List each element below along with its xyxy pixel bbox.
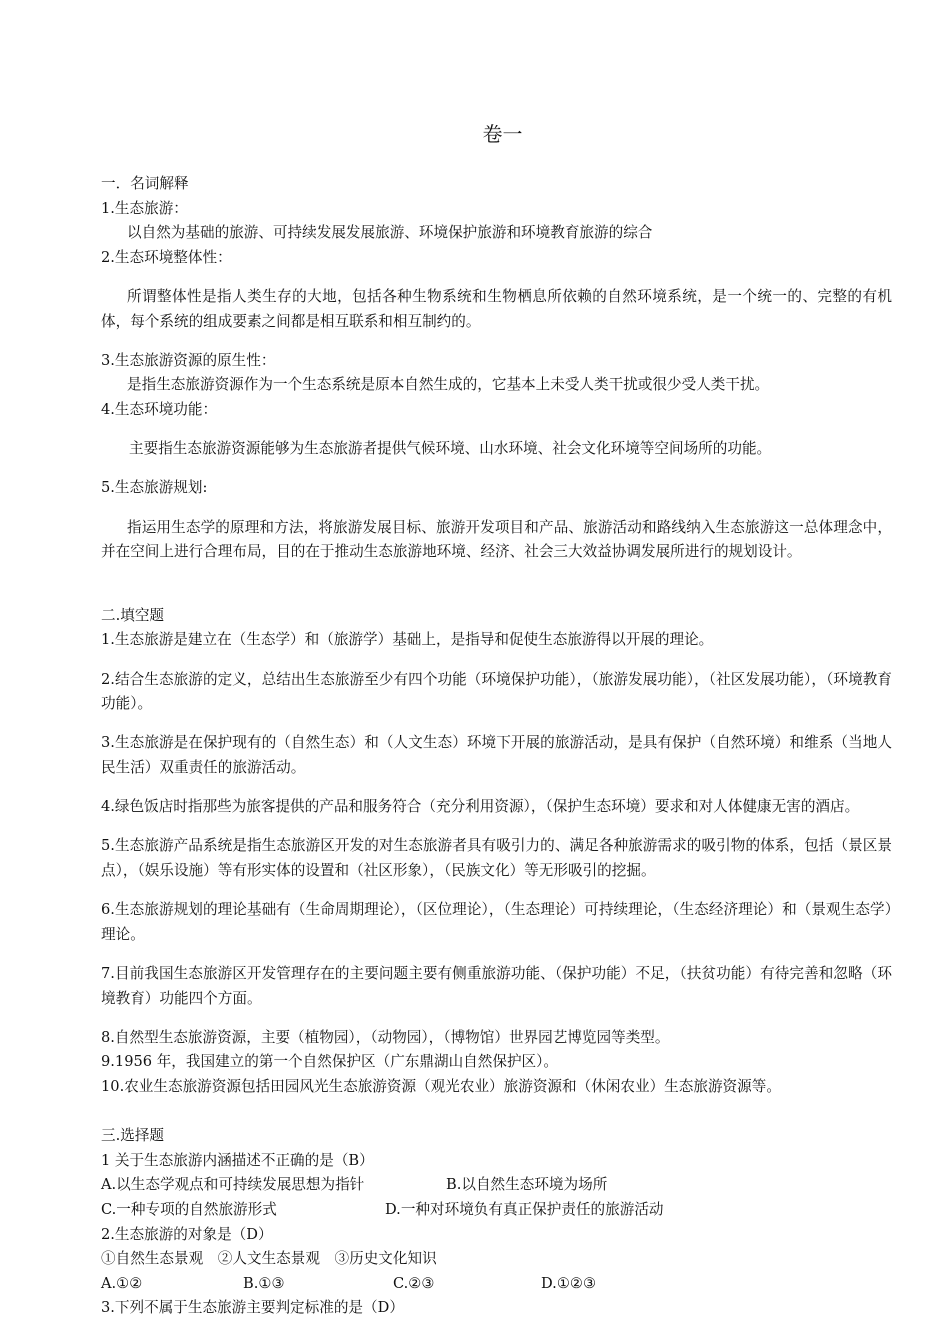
fill-question-5: 5.生态旅游产品系统是指生态旅游区开发的对生态旅游者具有吸引力的、满足各种旅游需求的吸引物的体系，包括（景区景点），（娱乐设施）等有形实体的设置和（社区形象），（民族文化）等无形吸引的挖掘。 (101, 837, 892, 879)
choice-1-option-d: D.一种对环境负有真正保护责任的旅游活动 (385, 1200, 664, 1218)
choice-2-option-c: C.②③ (393, 1274, 435, 1292)
section-heading-choice: 三.选择题 (101, 1127, 165, 1145)
fill-question-3: 3.生态旅游是在保护现有的（自然生态）和（人文生态）环境下开展的旅游活动，是具有保护（自然环境）和维系（当地人民生活）双重责任的旅游活动。 (101, 734, 892, 777)
fill-question-7: 7.目前我国生态旅游区开发管理存在的主要问题主要有侧重旅游功能、（保护功能）不足，（扶贫功能）有待完善和忽略（环境教育）功能四个方面。 (101, 964, 892, 1007)
definition-1: 以自然为基础的旅游、可持续发展发展旅游、环境保护旅游和环境教育旅游的综合 (127, 224, 653, 242)
choice-2-options-row (101, 1272, 892, 1297)
section-gap (101, 579, 892, 604)
fill-question-10: 10.农业生态旅游资源包括田园风光生态旅游资源（观光农业）旅游资源和（休闲农业）生态旅游资源等。 (101, 1077, 781, 1095)
definition-2: 所谓整体性是指人类生存的大地，包括各种生物系统和生物栖息所依赖的自然环境系统，是一个统一的、完整的有机体，每个系统的组成要素之间都是相互联系和相互制约的。 (101, 287, 892, 330)
choice-2-items: ①自然生态景观 ②人文生态景观 ③历史文化知识 (101, 1250, 437, 1268)
fill-question-9: 9.1956 年，我国建立的第一个自然保护区（广东鼎湖山自然保护区）。 (101, 1053, 559, 1071)
term-4: 4.生态环境功能： (101, 400, 218, 418)
choice-1-option-a: A.以生态学观点和可持续发展思想为指针 (101, 1176, 365, 1194)
term-3: 3.生态旅游资源的原生性： (101, 351, 276, 369)
choice-1-option-c: C.一种专项的自然旅游形式 (101, 1200, 277, 1218)
term-2: 2.生态环境整体性： (101, 248, 232, 266)
definition-4: 主要指生态旅游资源能够为生态旅游者提供气候环境、山水环境、社会文化环境等空间场所的功能。 (129, 440, 772, 458)
choice-1-option-b: B.以自然生态环境为场所 (446, 1176, 608, 1194)
fill-question-1: 1.生态旅游是建立在（生态学）和（旅游学）基础上，是指导和促使生态旅游得以开展的理论。 (101, 631, 714, 649)
choice-2-option-d: D.①②③ (541, 1274, 597, 1292)
fill-question-6: 6.生态旅游规划的理论基础有（生命周期理论），（区位理论），（生态理论）可持续理论，（生态经济理论）和（景观生态学）理论。 (101, 901, 892, 943)
definition-3: 是指生态旅游资源作为一个生态系统是原本自然生成的，它基本上未受人类干扰或很少受人类干扰。 (127, 376, 770, 394)
fill-question-2: 2.结合生态旅游的定义，总结出生态旅游至少有四个功能（环境保护功能），（旅游发展功能），（社区发展功能），（环境教育功能）。 (101, 670, 892, 713)
choice-question-2: 2.生态旅游的对象是（D） (101, 1225, 273, 1243)
page-title: 卷一 (482, 122, 523, 146)
term-5: 5.生态旅游规划: (101, 479, 208, 497)
choice-question-3: 3.下列不属于生态旅游主要判定标准的是（D） (101, 1299, 404, 1317)
choice-question-1: 1 关于生态旅游内涵描述不正确的是（B） (101, 1151, 374, 1169)
definition-5: 指运用生态学的原理和方法，将旅游发展目标、旅游开发项目和产品、旅游活动和路线纳入生态旅游这一总体理念中，并在空间上进行合理布局，目的在于推动生态旅游地环境、经济、社会三大效益协调发展所进行的规划设计。 (101, 518, 892, 561)
fill-question-8: 8.自然型生态旅游资源，主要（植物园），（动物园），（博物馆）世界园艺博览园等类型。 (101, 1028, 670, 1046)
section-heading-definitions: 一．名词解释 (101, 175, 189, 192)
choice-2-option-a: A.①② (101, 1274, 143, 1292)
term-1: 1.生态旅游： (101, 199, 188, 217)
fill-question-4: 4.绿色饭店时指那些为旅客提供的产品和服务符合（充分利用资源），（保护生态环境）要求和对人体健康无害的酒店。 (101, 798, 860, 816)
choice-1-options-row-1 (101, 1173, 892, 1198)
choice-1-options-row-2 (101, 1198, 892, 1223)
section-heading-fill-blank: 二.填空题 (101, 606, 165, 624)
choice-2-option-b: B.①③ (243, 1274, 285, 1292)
section-gap (101, 1100, 892, 1125)
